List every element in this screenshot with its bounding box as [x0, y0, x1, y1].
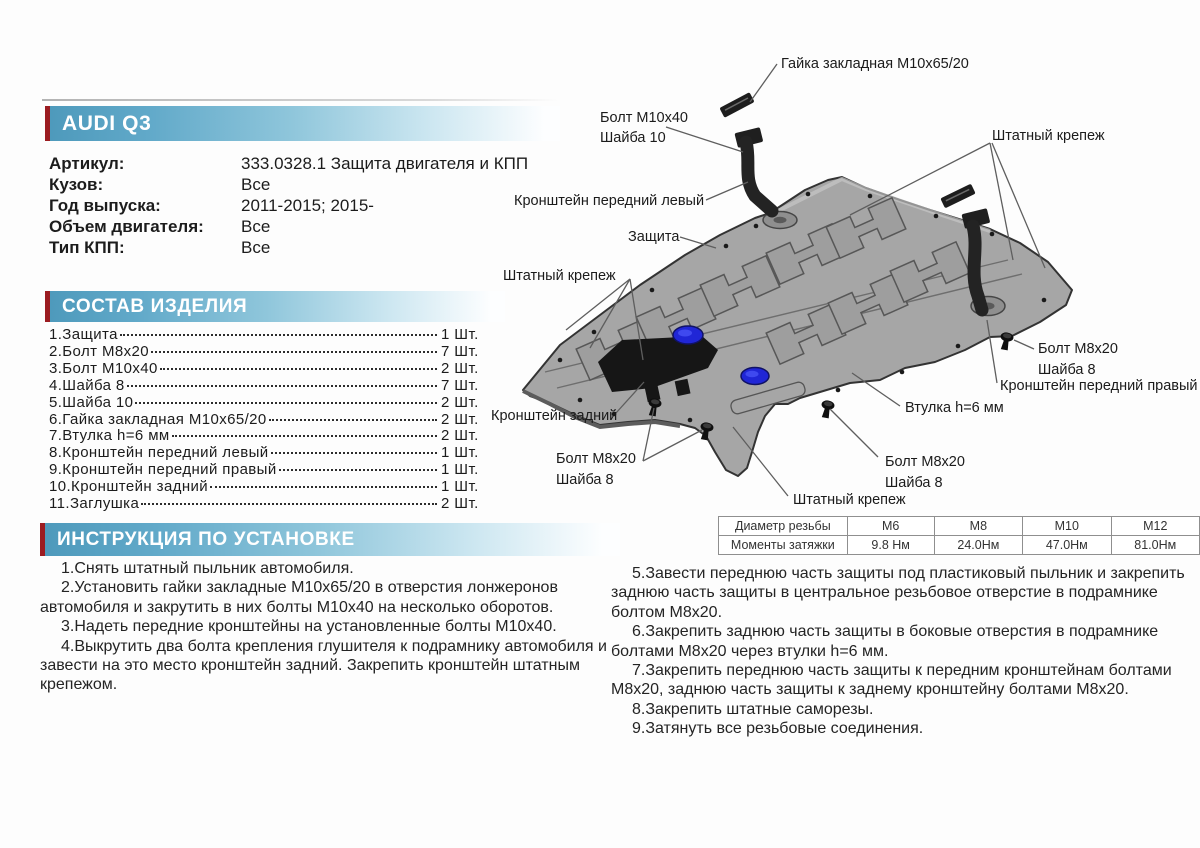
label-bolt-m8x20-right: Болт М8х20 [1038, 341, 1118, 357]
part-name: 1.Защита [49, 326, 118, 343]
label-shayba-8-bottom-left: Шайба 8 [556, 472, 614, 488]
part-name: 10.Кронштейн задний [49, 478, 209, 496]
label-bolt-m8x20-bottom-right: Болт М8х20 [885, 454, 965, 470]
part-qty: 2 Шт. [441, 495, 479, 513]
spec-label: Объем двигателя: [49, 217, 204, 236]
part-qty: 1 Шт. [441, 461, 479, 479]
part-qty: 2 Шт. [441, 410, 479, 428]
spec-label: Артикул: [49, 154, 125, 173]
part-qty: 7 Шт. [441, 342, 479, 360]
front-left-bracket [719, 92, 772, 211]
step-paragraph: 1.Снять штатный пыльник автомобиля. [61, 560, 354, 577]
label-bolt-m10x40: Болт М10х40 [600, 110, 688, 126]
part-qty: 1 Шт. [441, 326, 479, 343]
step-paragraph: 2.Установить гайки закладные М10х65/20 в отверстия лонжеронов автомобиля и закрутить в них болты М10х40 на несколько оборотов. [40, 579, 558, 616]
step-paragraph: 9.Затянуть все резьбовые соединения. [632, 720, 924, 738]
step-paragraph: 6.Закрепить заднюю часть защиты в боковые отверстия в подрамнике болтами М8х20 через втулки h=6 мм. [611, 623, 1159, 660]
factory-fastener-strip [940, 184, 975, 209]
spec-value: Все [241, 175, 271, 194]
torque-cell: М6 [847, 517, 934, 536]
model-title: AUDI Q3 [62, 111, 152, 135]
label-shayba-8-right: Шайба 8 [1038, 362, 1096, 378]
part-qty: 1 Шт. [441, 478, 479, 496]
label-shtatny-krepezh-bottom: Штатный крепеж [793, 492, 906, 508]
label-shtatny-krepezh-left: Штатный крепеж [503, 268, 616, 284]
label-kronshtein-peredniy-pravyy: Кронштейн передний правый [1000, 378, 1198, 394]
part-name: 11.Заглушка [49, 495, 140, 513]
part-name: 9.Кронштейн передний правый [49, 461, 277, 479]
torque-cell: 47.0Нм [1023, 536, 1111, 555]
torque-cell: Диаметр резьбы [719, 517, 848, 536]
part-name: 5.Шайба 10 [49, 393, 134, 411]
step-paragraph: 5.Завести переднюю часть защиты под пластиковый пыльник и закрепить заднюю часть защиты в центральное резьбовое отверстие в подрамнике болтом М8х20. [611, 565, 1185, 621]
part-qty: 7 Шт. [441, 376, 479, 394]
label-shtatny-krepezh-top-right: Штатный крепеж [992, 128, 1105, 144]
torque-cell: Моменты затяжки [719, 536, 848, 555]
bolt-m8x20-icon [819, 399, 835, 418]
part-qty: 2 Шт. [441, 359, 479, 377]
part-name: 8.Кронштейн передний левый [49, 444, 269, 462]
label-shayba-8-bottom-right: Шайба 8 [885, 475, 943, 491]
label-kronshtein-peredniy-levyy: Кронштейн передний левый [514, 193, 705, 209]
label-shayba-10: Шайба 10 [600, 130, 666, 146]
torque-cell: М12 [1111, 517, 1199, 536]
spec-value: 2011-2015; 2015- [241, 196, 374, 215]
parts-section-title: СОСТАВ ИЗДЕЛИЯ [62, 295, 248, 317]
part-name: 7.Втулка h=6 мм [49, 427, 170, 445]
step-paragraph: 7.Закрепить переднюю часть защиты к передним кронштейнам болтами М8х20, заднюю часть защиты к заднему кронштейну болтами М8х20. [611, 662, 1172, 699]
torque-cell: М10 [1023, 517, 1111, 536]
spec-label: Кузов: [49, 175, 104, 194]
step-paragraph: 8.Закрепить штатные саморезы. [632, 700, 874, 718]
label-kronshtein-zadniy: Кронштейн задний [491, 408, 618, 424]
part-name: 3.Болт М10х40 [49, 359, 158, 377]
torque-cell: М8 [934, 517, 1022, 536]
label-zashchita: Защита [628, 229, 680, 245]
part-name: 4.Шайба 8 [49, 376, 125, 394]
part-name: 2.Болт М8х20 [49, 342, 149, 360]
spec-label: Тип КПП: [49, 238, 125, 257]
spec-value: 333.0328.1 Защита двигателя и КПП [241, 154, 529, 173]
spec-value: Все [241, 238, 271, 257]
embedded-nut [719, 92, 754, 118]
label-vtulka: Втулка h=6 мм [905, 400, 1004, 416]
torque-cell: 24.0Нм [934, 536, 1022, 555]
torque-cell: 81.0Нм [1111, 536, 1199, 555]
spec-label: Год выпуска: [49, 196, 161, 215]
step-paragraph: 4.Выкрутить два болта крепления глушителя к подрамнику автомобиля и завести на это место кронштейн задний. Закрепить кронштейн штатным крепежом. [40, 637, 607, 694]
torque-cell: 9.8 Нм [847, 536, 934, 555]
part-qty: 2 Шт. [441, 393, 479, 411]
part-qty: 1 Шт. [441, 444, 479, 462]
installation-section-title: ИНСТРУКЦИЯ ПО УСТАНОВКЕ [57, 528, 355, 550]
label-gaika-zakladnaya: Гайка закладная М10х65/20 [781, 56, 969, 72]
label-bolt-m8x20-bottom-left: Болт М8х20 [556, 451, 636, 467]
step-paragraph: 3.Надеть передние кронштейны на установленные болты М10х40. [61, 618, 557, 636]
part-qty: 2 Шт. [441, 427, 479, 445]
spec-value: Все [241, 217, 271, 236]
part-name: 6.Гайка закладная М10х65/20 [49, 410, 267, 428]
